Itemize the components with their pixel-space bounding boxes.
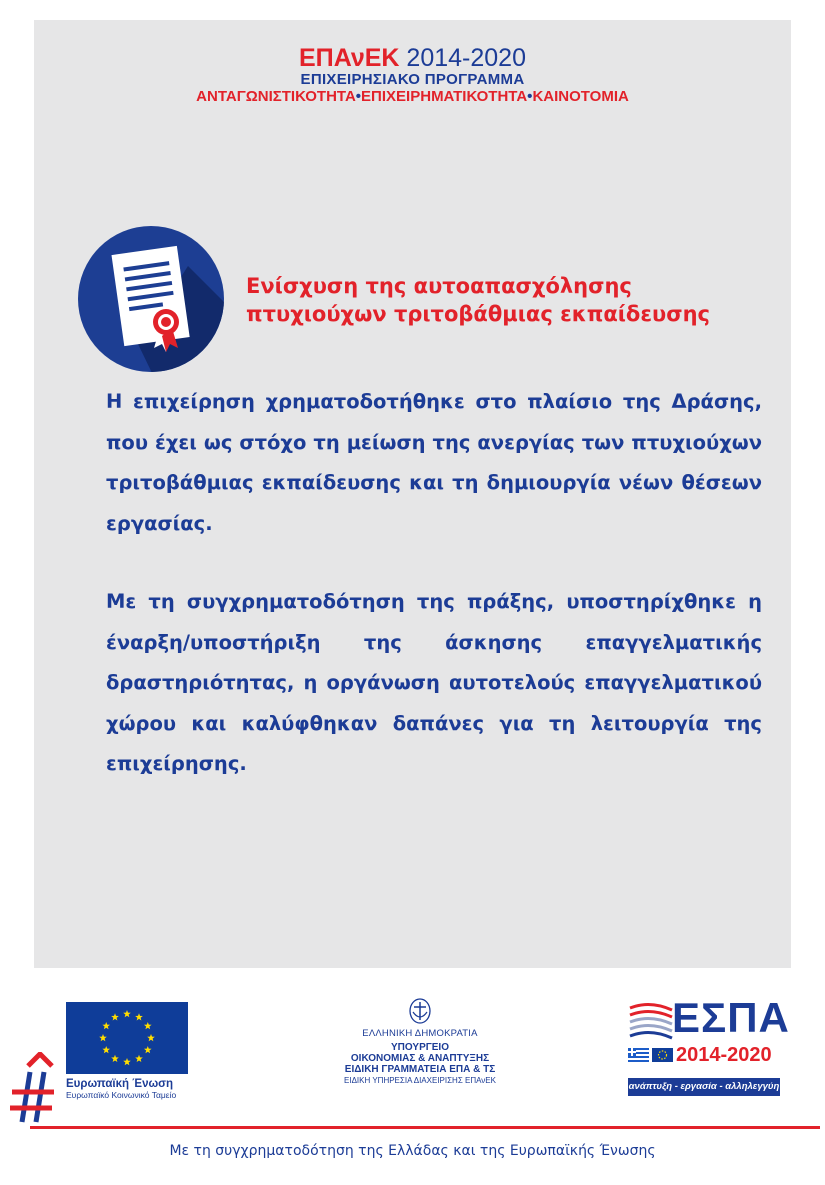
- cofunding-note: Με τη συγχρηματοδότηση της Ελλάδας και της Ευρωπαϊκής Ένωσης: [169, 1143, 656, 1159]
- espa-motto: ανάπτυξη - εργασία - αλληλεγγύη: [628, 1078, 780, 1096]
- eu-name: Ευρωπαϊκή Ένωση: [66, 1078, 174, 1090]
- program-brand: ΕΠΑνΕΚ: [298, 44, 400, 72]
- espa-years: 2014-2020: [676, 1044, 772, 1066]
- ministry-block: [300, 998, 540, 1085]
- eu-fund: Ευρωπαϊκό Κοινωνικό Ταμείο: [66, 1090, 177, 1100]
- axis-separator: •: [527, 88, 533, 105]
- axis-competitiveness: ΑΝΤΑΓΩΝΙΣΤΙΚΟΤΗΤΑ: [196, 88, 356, 105]
- program-header: [34, 45, 791, 105]
- action-title-line2: πτυχιούχων τριτοβάθμιας εκπαίδευσης: [246, 302, 710, 326]
- body-paragraph-2: Με τη συγχρηματοδότηση της πράξης, υποστηρίχθηκε η έναρξη/υποστήριξη της άσκησης επαγγελματικής δραστηριότητας, η οργάνωση αυτοτελούς επαγγελματικού χώρου και καλύφθηκαν δαπάνες για τη λειτουργία της επιχείρησης.: [106, 590, 762, 775]
- ministry-line2: ΥΠΟΥΡΓΕΙΟ: [391, 1042, 449, 1053]
- program-axes: [34, 88, 791, 105]
- program-years: 2014-2020: [399, 44, 526, 72]
- ministry-line4: ΕΙΔΙΚΗ ΓΡΑΜΜΑΤΕΙΑ ΕΠΑ & ΤΣ: [344, 1064, 496, 1075]
- espa-logo: [628, 994, 790, 1102]
- ministry-line5: ΕΙΔΙΚΗ ΥΠΗΡΕΣΙΑ ΔΙΑΧΕΙΡΙΣΗΣ ΕΠΑνΕΚ: [344, 1076, 496, 1085]
- ministry-line1: ΕΛΛΗΝΙΚΗ ΔΗΜΟΚΡΑΤΙΑ: [362, 1028, 478, 1039]
- action-title-line1: Ενίσχυση της αυτοαπασχόλησης: [246, 274, 632, 298]
- axis-separator: •: [355, 88, 362, 105]
- espa-word: ΕΣΠΑ: [672, 994, 790, 1041]
- divider-line: [30, 1126, 820, 1129]
- eu-label: [66, 1078, 206, 1100]
- eu-flag-icon: [66, 1002, 188, 1074]
- program-name: ΕΠΙΧΕΙΡΗΣΙΑΚΟ ΠΡΟΓΡΑΜΜΑ: [300, 71, 525, 88]
- body-paragraph-1: Η επιχείρηση χρηματοδοτήθηκε στο πλαίσιο της Δράσης, που έχει ως στόχο τη μείωση της ανεργίας των πτυχιούχων τριτοβάθμιας εκπαίδευσης και τη δημιουργία νέων θέσεων εργασίας.: [106, 390, 762, 535]
- hashtag-logo-icon: [8, 1052, 60, 1124]
- espa-waves-icon: [628, 1002, 674, 1042]
- action-title: [246, 272, 786, 328]
- flags-icon: [628, 1048, 674, 1064]
- ministry-line3: ΟΙΚΟΝΟΜΙΑΣ & ΑΝΑΠΤΥΞΗΣ: [350, 1053, 490, 1064]
- greek-crest-icon: [409, 998, 431, 1024]
- program-logo: [34, 45, 791, 71]
- axis-innovation: ΚΑΙΝΟΤΟΜΙΑ: [532, 88, 629, 105]
- footer-logos: [0, 990, 825, 1120]
- axis-entrepreneurship: ΕΠΙΧΕΙΡΗΜΑΤΙΚΟΤΗΤΑ: [361, 88, 528, 105]
- certificate-icon: [78, 226, 224, 372]
